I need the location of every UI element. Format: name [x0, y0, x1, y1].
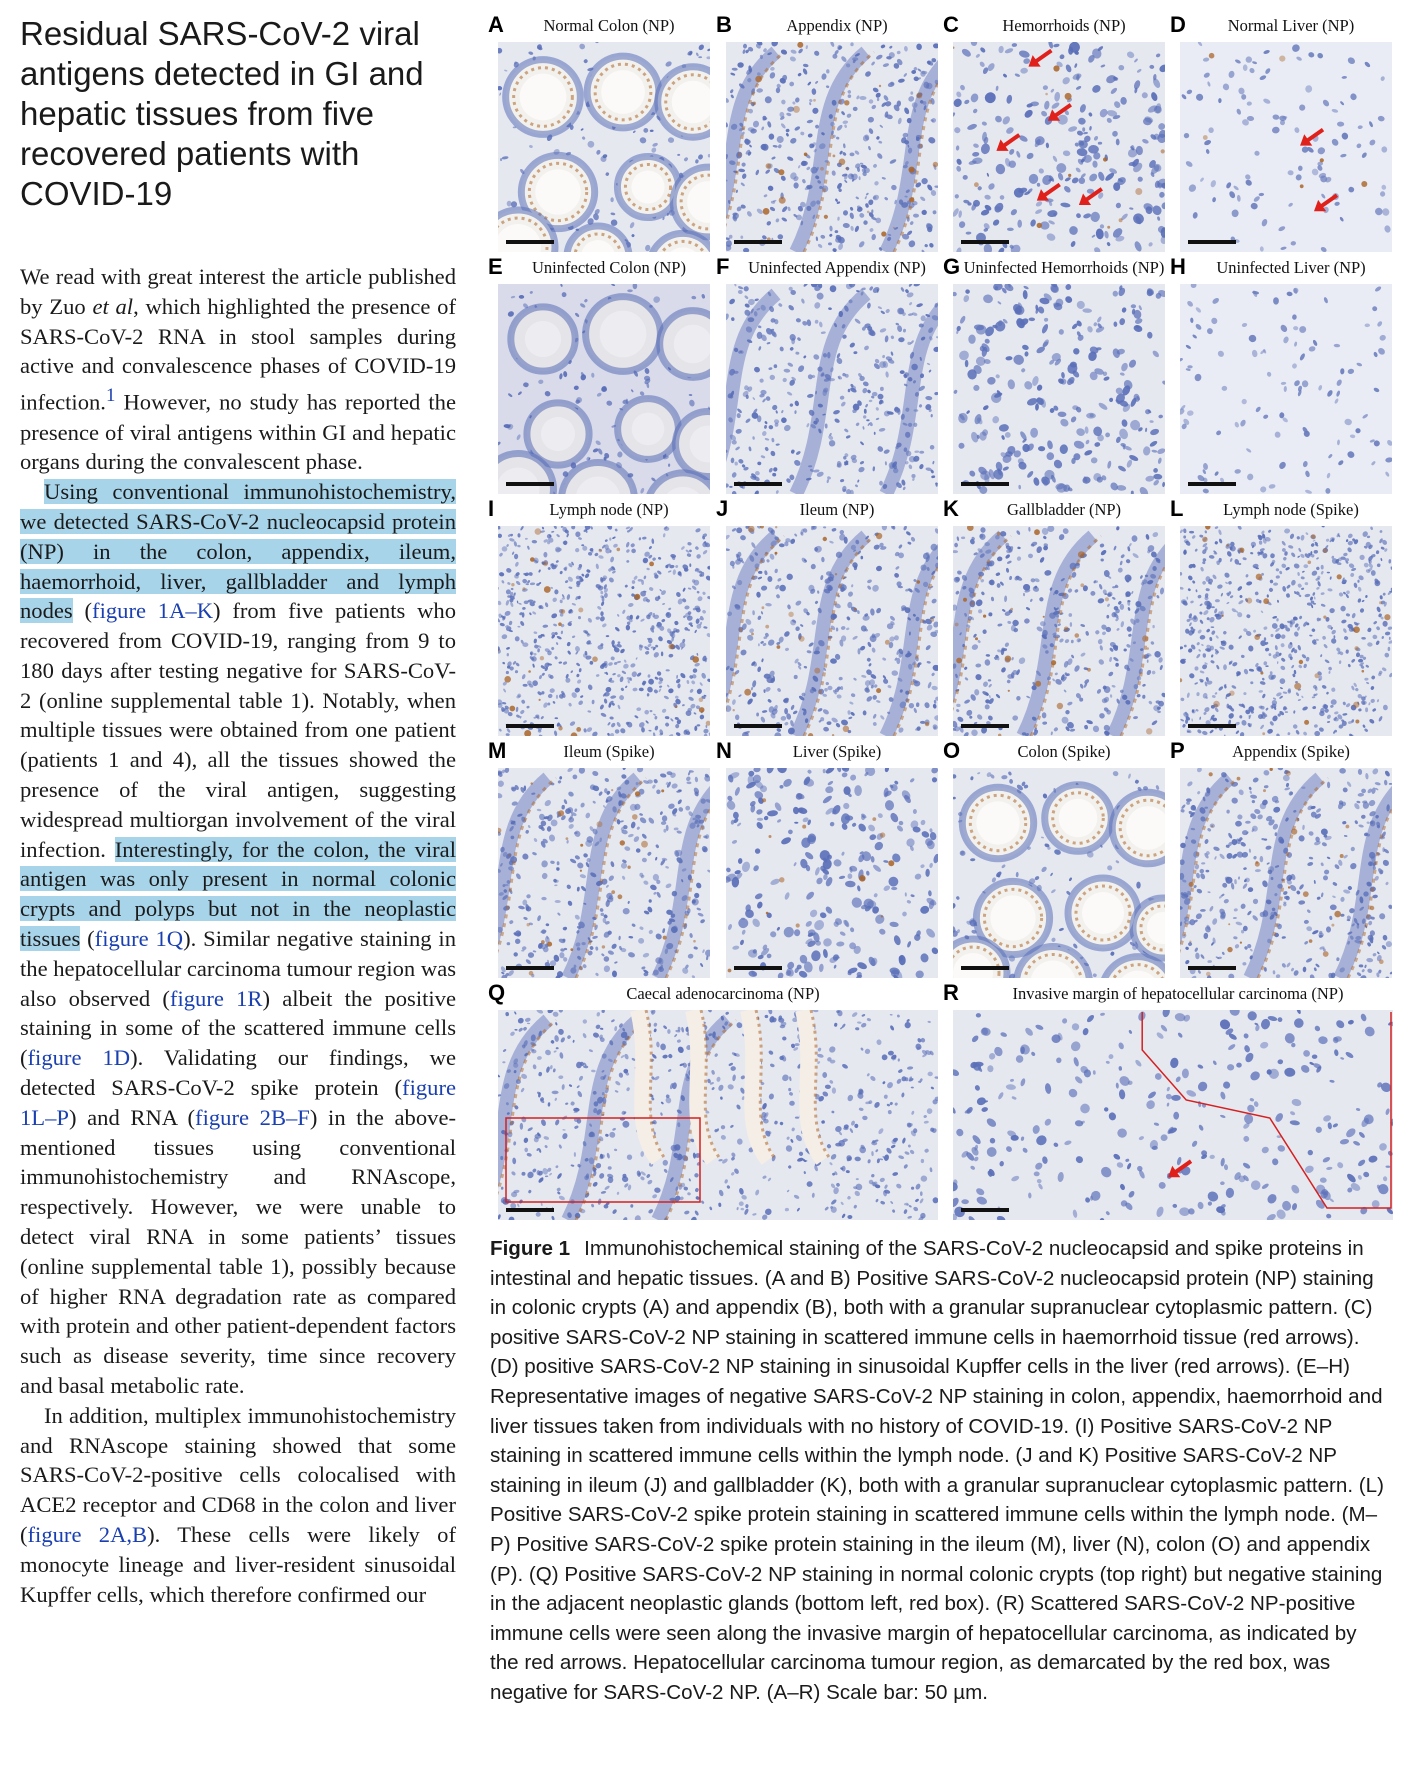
caption-text: Immunohistochemical staining of the SARS-CoV-2 nucleocapsid and spike proteins in intestinal and hepatic tissues. (A and B) Positive SARS-CoV-2 nucleocapsid protein (NP) staining in colonic crypts (A) and appendix (B), both with a granular supranuclear cytoplasmic pattern. (C) positive SARS-CoV-2 NP staining in scattered immune cells in haemorrhoid tissue (red arrows). (D) positive SARS-CoV-2 NP staining in sinusoidal Kupffer cells in the liver (red arrows). (E–H) Representative images of negative SARS-CoV-2 NP staining in colon, appendix, haemorrhoid and liver tissues taken from individuals with no history of COVID-19. (I) Positive SARS-CoV-2 NP staining in scattered immune cells within the lymph node. (J and K) Positive SARS-CoV-2 NP staining in ileum (J) and gallbladder (K), both with a granular supranuclear cytoplasmic pattern. (L) Positive SARS-CoV-2 spike protein staining in scattered immune cells within the lymph node. (M–P) Positive SARS-CoV-2 spike protein staining in the ileum (M), liver (N), colon (O) and appendix (P). (Q) Positive SARS-CoV-2 NP staining in normal colonic crypts (top right) but negative staining in the adjacent neoplastic glands (bottom left, red box). (R) Scattered SARS-CoV-2 NP-positive immune cells were seen along the invasive margin of hepatocellular carcinoma, as indicated by the red arrows. Hepatocellular carcinoma tumour region, as demarcated by the red box, was negative for SARS-CoV-2 NP. (A–R) Scale bar: 50 µm.: [490, 1237, 1384, 1704]
panel-letter: I: [488, 496, 495, 521]
figure-1: [488, 14, 1398, 1214]
reference-1[interactable]: 1: [105, 385, 116, 407]
figure-panel-b: [716, 14, 938, 252]
figure-panel-f: [716, 256, 938, 494]
caption-label: Figure 1: [490, 1237, 571, 1260]
figure-panel-l: [1170, 498, 1392, 736]
panel-letter: C: [943, 12, 959, 37]
panel-letter: H: [1170, 254, 1186, 279]
figure-link[interactable]: figure 1A–K: [92, 598, 214, 624]
panel-title: Normal Colon (NP): [543, 16, 675, 35]
micrograph-image: [953, 1010, 1393, 1220]
micrograph-image: [498, 768, 710, 978]
figure-link[interactable]: figure 1R: [169, 985, 263, 1011]
figure-link[interactable]: figure 2A,B: [27, 1522, 148, 1547]
figure-panel-e: [488, 256, 710, 494]
panel-letter: L: [1170, 496, 1184, 521]
micrograph-image: [953, 768, 1165, 978]
panel-letter: K: [943, 496, 959, 521]
highlighted-text: Using conventional immunohistochemistry, we detected SARS-CoV-2 nucleocapsid protein (NP) in the colon, appendix, ileum, haemorrhoid, liver, gallbladder and lymph nodes: [20, 479, 456, 624]
figure-panel-j: [716, 498, 938, 736]
figure-caption: [490, 1234, 1390, 1708]
panel-title: Uninfected Colon (NP): [532, 258, 686, 277]
micrograph-image: [1180, 768, 1392, 978]
figure-panel-q: [488, 982, 938, 1220]
panel-letter: E: [488, 254, 503, 279]
micrograph-image: [498, 1010, 938, 1220]
panel-title: Ileum (NP): [799, 500, 875, 519]
figure-panel-i: [488, 498, 710, 736]
panel-title: Uninfected Appendix (NP): [748, 258, 926, 277]
panel-letter: J: [716, 496, 729, 521]
micrograph-image: [726, 284, 938, 494]
micrograph-image: [953, 42, 1165, 252]
panel-letter: N: [716, 738, 732, 763]
panel-letter: M: [488, 738, 507, 763]
micrograph-image: [726, 526, 938, 736]
figure-panel-a: [488, 14, 710, 252]
micrograph-image: [953, 526, 1165, 736]
micrograph-image: [726, 768, 938, 978]
figure-link[interactable]: figure 1D: [27, 1045, 131, 1071]
panel-title: Appendix (NP): [786, 16, 888, 35]
panel-title: Uninfected Liver (NP): [1216, 258, 1366, 277]
figure-link[interactable]: figure 2B–F: [195, 1104, 310, 1130]
figure-panel-r: [943, 982, 1393, 1220]
panel-letter: D: [1170, 12, 1186, 37]
micrograph-image: [726, 42, 938, 252]
panel-title: Gallbladder (NP): [1006, 500, 1122, 519]
paragraph-1: We read with great interest the article published by Zuo et al, which highlighted the presence of SARS-CoV-2 RNA in stool samples during active and convalescence phases of COVID-19 infection.$^1$ However, no study has reported the presence of viral antigens within GI and hepatic organs during the convalescent phase.: [20, 264, 456, 475]
figure-panel-o: [943, 740, 1165, 978]
figure-link[interactable]: figure 1L–P: [20, 1075, 456, 1130]
panel-title: Lymph node (Spike): [1223, 500, 1359, 519]
figure-panel-g: [943, 256, 1165, 494]
figure-panel-h: [1170, 256, 1392, 494]
panel-title: Liver (Spike): [792, 742, 882, 761]
panel-title: Uninfected Hemorrhoids (NP): [963, 258, 1165, 277]
panel-title: Colon (Spike): [1017, 742, 1111, 761]
panel-title: Ileum (Spike): [563, 742, 655, 761]
micrograph-image: [1180, 284, 1392, 494]
figure-panel-p: [1170, 740, 1392, 978]
panel-letter: O: [943, 738, 961, 763]
panel-title: Hemorrhoids (NP): [1002, 16, 1126, 35]
micrograph-image: [1180, 42, 1392, 252]
figure-panel-c: [943, 14, 1165, 252]
figure-panel-k: [943, 498, 1165, 736]
highlighted-text: Interestingly, for the colon, the viral antigen was only present in normal colonic crypts and polyps but not in the neoplastic tissues: [20, 836, 456, 952]
panel-letter: G: [943, 254, 961, 279]
panel-title: Caecal adenocarcinoma (NP): [626, 984, 820, 1003]
figure-panel-m: [488, 740, 710, 978]
paragraph-3: In addition, multiplex immunohistochemistry and RNAscope staining showed that some SARS-CoV-2-positive cells colocalised with ACE2 receptor and CD68 in the colon and liver (figure 2A,B). These cells were likely of monocyte lineage and liver-resident sinusoidal Kupffer cells, which therefore confirmed our: [20, 1402, 456, 1607]
panel-letter: F: [716, 254, 730, 279]
micrograph-image: [498, 526, 710, 736]
panel-title: Normal Liver (NP): [1227, 16, 1355, 35]
panel-title: Appendix (Spike): [1232, 742, 1350, 761]
paragraph-2: Using conventional immunohistochemistry, we detected SARS-CoV-2 nucleocapsid protein (NP) in the colon, appendix, ileum, haemorrhoid, liver, gallbladder and lymph nodes (figure 1A–K) from five patients who recovered from COVID-19, ranging from 9 to 180 days after testing negative for SARS-CoV-2 (online supplemental table 1). Notably, when multiple tissues were obtained from one patient (patients 1 and 4), all the tissues showed the presence of the viral antigen, suggesting widespread multiorgan involvement of the viral infection. Interestingly, for the colon, the viral antigen was only present in normal colonic crypts and polyps but not in the neoplastic tissues (figure 1Q). Similar negative staining in the hepatocellular carcinoma tumour region was also observed (figure 1R) albeit the positive staining in some of the scattered immune cells (figure 1D). Validating our findings, we detected SARS-CoV-2 spike protein (figure 1L–P) and RNA (figure 2B–F) in the above-mentioned tissues using conventional immunohistochemistry and RNAscope, respectively. However, we were unable to detect viral RNA in some patients’ tissues (online supplemental table 1), possibly because of higher RNA degradation rate as compared with protein and other patient-dependent factors such as disease severity, time since recovery and basal metabolic rate.: [20, 479, 457, 1399]
panel-letter: Q: [488, 980, 506, 1005]
micrograph-image: [498, 284, 710, 494]
figure-link[interactable]: figure 1Q: [94, 926, 184, 952]
figure-panel-d: [1170, 14, 1392, 252]
article-body: [20, 262, 456, 1609]
micrograph-image: [953, 284, 1165, 494]
panel-title: Invasive margin of hepatocellular carcinoma (NP): [1012, 984, 1344, 1003]
panel-letter: A: [488, 12, 504, 37]
micrograph-image: [498, 42, 710, 252]
panel-letter: P: [1170, 738, 1185, 763]
article-title: Residual SARS-CoV-2 viral antigens detected in GI and hepatic tissues from five recovered patients with COVID-19: [20, 15, 424, 212]
micrograph-image: [1180, 526, 1392, 736]
figure-panel-n: [716, 740, 938, 978]
panel-letter: R: [943, 980, 959, 1005]
panel-letter: B: [716, 12, 732, 37]
panel-title: Lymph node (NP): [549, 500, 669, 519]
